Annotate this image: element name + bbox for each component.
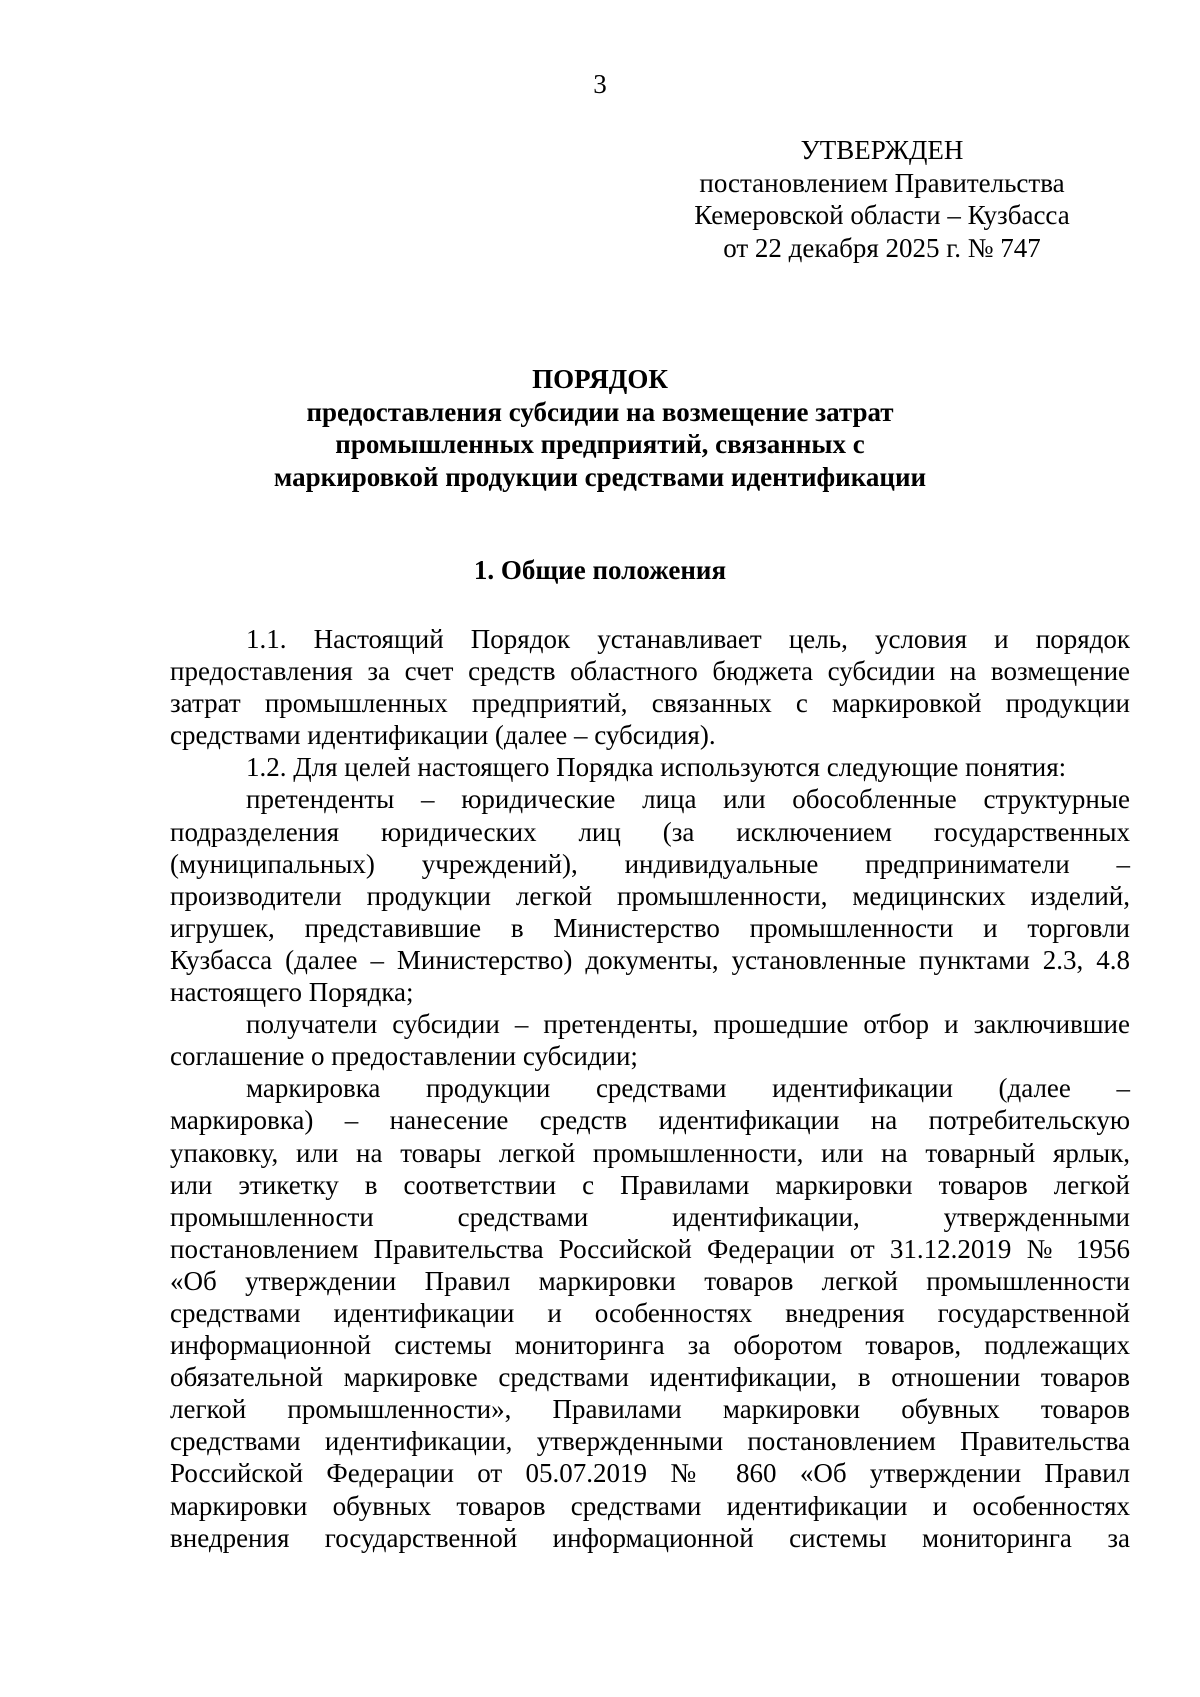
text-line: Кузбасса (далее – Министерство) документы, установленные пунктами 2.3, 4.8 [170,944,1130,975]
text-line: Российской Федерации от 05.07.2019 № 860 «Об утверждении Правил [170,1458,1130,1489]
text-line: 1.1. Настоящий Порядок устанавливает цель, условия и порядок [246,624,1130,654]
text-line: «Об утверждении Правил маркировки товаров легкой промышленности [170,1265,1130,1296]
section-heading: 1. Общие положения [473,555,727,585]
title-subtitle-line: промышленных предприятий, связанных с [335,429,865,459]
text-line: соглашение о предоставлении субсидии; [170,1041,638,1072]
approval-heading: УТВЕРЖДЕН [800,135,964,165]
text-line: упаковку, или на товары легкой промышленности, или на товарный ярлык, [170,1137,1130,1168]
text-line: или этикетку в соответствии с Правилами маркировки товаров легкой [170,1169,1130,1200]
text-line: маркировка продукции средствами идентификации (далее – [246,1073,1130,1104]
text-line: постановлением Правительства Российской Федерации от 31.12.2019 № 1956 [170,1233,1130,1264]
body-text [170,623,1130,1554]
text-line: маркировки обувных товаров средствами идентификации и особенностях [170,1490,1130,1521]
title-subtitle-line: маркировкой продукции средствами идентификации [273,461,927,492]
text-line: средствами идентификации (далее – субсидия). [170,720,716,751]
text-line: настоящего Порядка; [170,977,414,1008]
text-line: игрушек, представившие в Министерство промышленности и торговли [170,912,1130,943]
text-line: подразделения юридических лиц (за исключением государственных [170,816,1130,847]
text-line: 1.2. Для целей настоящего Порядка используются следующие понятия: [246,752,1067,783]
text-line: обязательной маркировке средствами идентификации, в отношении товаров [170,1362,1130,1393]
text-line: информационной системы мониторинга за оборотом товаров, подлежащих [170,1330,1130,1361]
text-line: внедрения государственной информационной системы мониторинга за [170,1522,1130,1553]
text-line: маркировка) – нанесение средств идентификации на потребительскую [170,1105,1130,1136]
title-subtitle-line: предоставления субсидии на возмещение затрат [306,396,894,427]
text-line: производители продукции легкой промышленности, медицинских изделий, [170,880,1130,911]
approval-stamp-block [682,134,1082,264]
page-number: 3 [593,69,607,99]
text-line: затрат промышленных предприятий, связанных с маркировкой продукции [170,688,1130,719]
text-line: (муниципальных) учреждений), индивидуальные предприниматели – [170,848,1130,879]
approval-line: Кемеровской области – Кузбасса [694,200,1070,230]
text-line: легкой промышленности», Правилами маркировки обувных товаров [170,1394,1130,1425]
text-line: претенденты – юридические лица или обособленные структурные [246,784,1130,815]
title-heading: ПОРЯДОК [532,364,668,394]
text-line: получатели субсидии – претенденты, прошедшие отбор и заключившие [246,1009,1130,1040]
approval-line: постановлением Правительства [699,167,1065,198]
approval-date-line: от 22 декабря 2025 г. № 747 [723,232,1041,263]
text-line: предоставления за счет средств областного бюджета субсидии на возмещение [170,656,1130,687]
document-title [0,363,1200,493]
text-line: средствами идентификации, утвержденными постановлением Правительства [170,1426,1130,1457]
text-line: средствами идентификации и особенностях внедрения государственной [170,1297,1130,1328]
text-line: промышленности средствами идентификации, утвержденными [170,1201,1130,1232]
